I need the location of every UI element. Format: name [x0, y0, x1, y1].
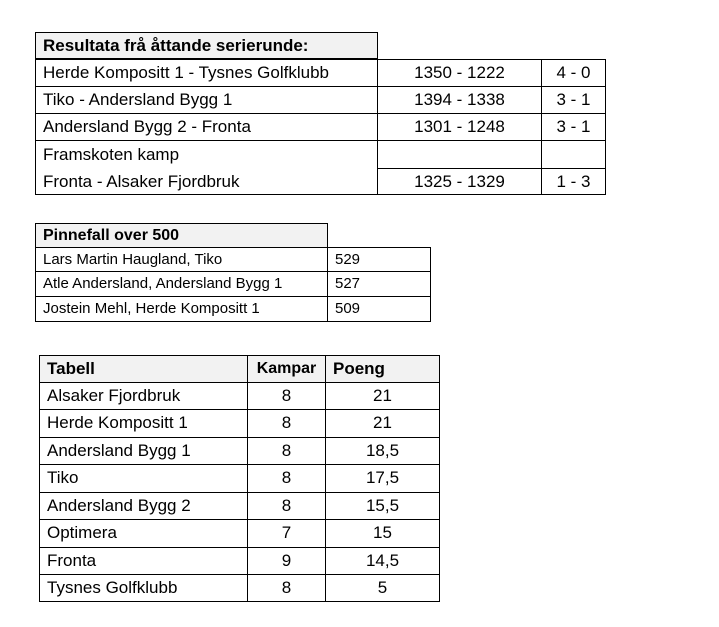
standings-matches: 8 [247, 574, 326, 602]
standings-header-points: Poeng [325, 355, 440, 383]
postponed-pins: 1325 - 1329 [377, 168, 542, 195]
match-score: 4 - 0 [541, 59, 606, 87]
match-pins: 1301 - 1248 [377, 113, 542, 141]
standings-team: Andersland Bygg 1 [39, 437, 248, 465]
pinfall-title: Pinnefall over 500 [35, 223, 328, 248]
standings-points: 15 [325, 519, 440, 548]
postponed-score: 1 - 3 [541, 168, 606, 195]
standings-team: Tiko [39, 464, 248, 493]
match-score: 3 - 1 [541, 113, 606, 141]
standings-matches: 7 [247, 519, 326, 548]
pinfall-value: 509 [327, 296, 431, 322]
postponed-match-cell [35, 140, 378, 195]
pinfall-name: Lars Martin Haugland, Tiko [35, 247, 328, 272]
standings-team: Fronta [39, 547, 248, 575]
standings-team: Herde Kompositt 1 [39, 409, 248, 438]
pinfall-name: Jostein Mehl, Herde Kompositt 1 [35, 296, 328, 322]
standings-points: 17,5 [325, 464, 440, 493]
standings-points: 14,5 [325, 547, 440, 575]
standings-matches: 9 [247, 547, 326, 575]
pinfall-value: 527 [327, 271, 431, 297]
empty-cell [541, 140, 606, 169]
standings-points: 21 [325, 382, 440, 410]
results-title: Resultata frå åttande serierunde: [35, 32, 378, 59]
match-teams: Tiko - Andersland Bygg 1 [35, 86, 378, 114]
standings-team: Andersland Bygg 2 [39, 492, 248, 520]
postponed-teams: Fronta - Alsaker Fjordbruk [43, 172, 240, 191]
postponed-label: Framskoten kamp [43, 145, 180, 164]
pinfall-name: Atle Andersland, Andersland Bygg 1 [35, 271, 328, 297]
standings-header-matches: Kampar [247, 355, 326, 383]
standings-header-team: Tabell [39, 355, 248, 383]
pinfall-value: 529 [327, 247, 431, 272]
match-pins: 1350 - 1222 [377, 59, 542, 87]
standings-points: 21 [325, 409, 440, 438]
match-score: 3 - 1 [541, 86, 606, 114]
match-teams: Andersland Bygg 2 - Fronta [35, 113, 378, 141]
standings-matches: 8 [247, 437, 326, 465]
standings-team: Alsaker Fjordbruk [39, 382, 248, 410]
empty-cell [377, 140, 542, 169]
standings-team: Tysnes Golfklubb [39, 574, 248, 602]
standings-points: 5 [325, 574, 440, 602]
standings-matches: 8 [247, 409, 326, 438]
match-pins: 1394 - 1338 [377, 86, 542, 114]
match-teams: Herde Kompositt 1 - Tysnes Golfklubb [35, 59, 378, 87]
standings-points: 15,5 [325, 492, 440, 520]
standings-matches: 8 [247, 464, 326, 493]
standings-team: Optimera [39, 519, 248, 548]
standings-matches: 8 [247, 382, 326, 410]
standings-points: 18,5 [325, 437, 440, 465]
standings-matches: 8 [247, 492, 326, 520]
